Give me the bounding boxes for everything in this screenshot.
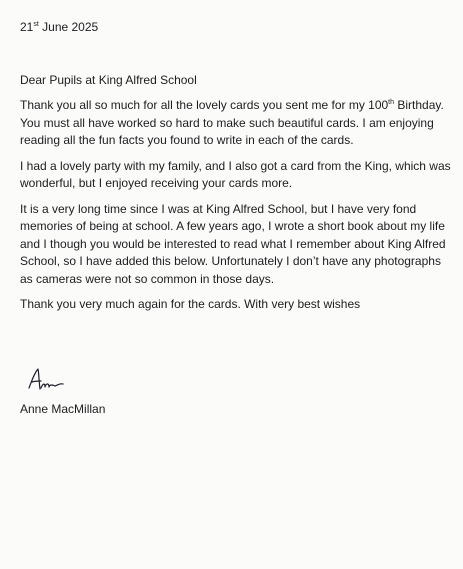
paragraph-party: I had a lovely party with my family, and I also got a card from the King, which was wonderful, but I enjoyed receiving your cards more. — [20, 158, 451, 190]
salutation: Dear Pupils at King Alfred School — [20, 73, 197, 87]
letter-date: 21st June 2025 — [20, 20, 99, 34]
signer-name: Anne MacMillan — [20, 402, 106, 416]
letter-body — [20, 97, 456, 314]
handwritten-signature — [26, 366, 68, 396]
closing-line: Thank you very much again for the cards. With very best wishes — [20, 297, 361, 311]
paragraph-memories: It is a very long time since I was at King Alfred School, but I have very fond memories of being at school. A few years ago, I wrote a short book about my life and I though you would be interested to read what I remember about King Alfred School, so I have added this below. Unfortunately I don’t have any photographs as cameras were not so common in those days. — [20, 201, 446, 286]
paragraph-thanks: Thank you all so much for all the lovely cards you sent me for my 100th Birthday. You must all have worked so hard to make such beautiful cards. I am enjoying reading all the fun facts you found to write in each of the cards. — [20, 98, 444, 147]
